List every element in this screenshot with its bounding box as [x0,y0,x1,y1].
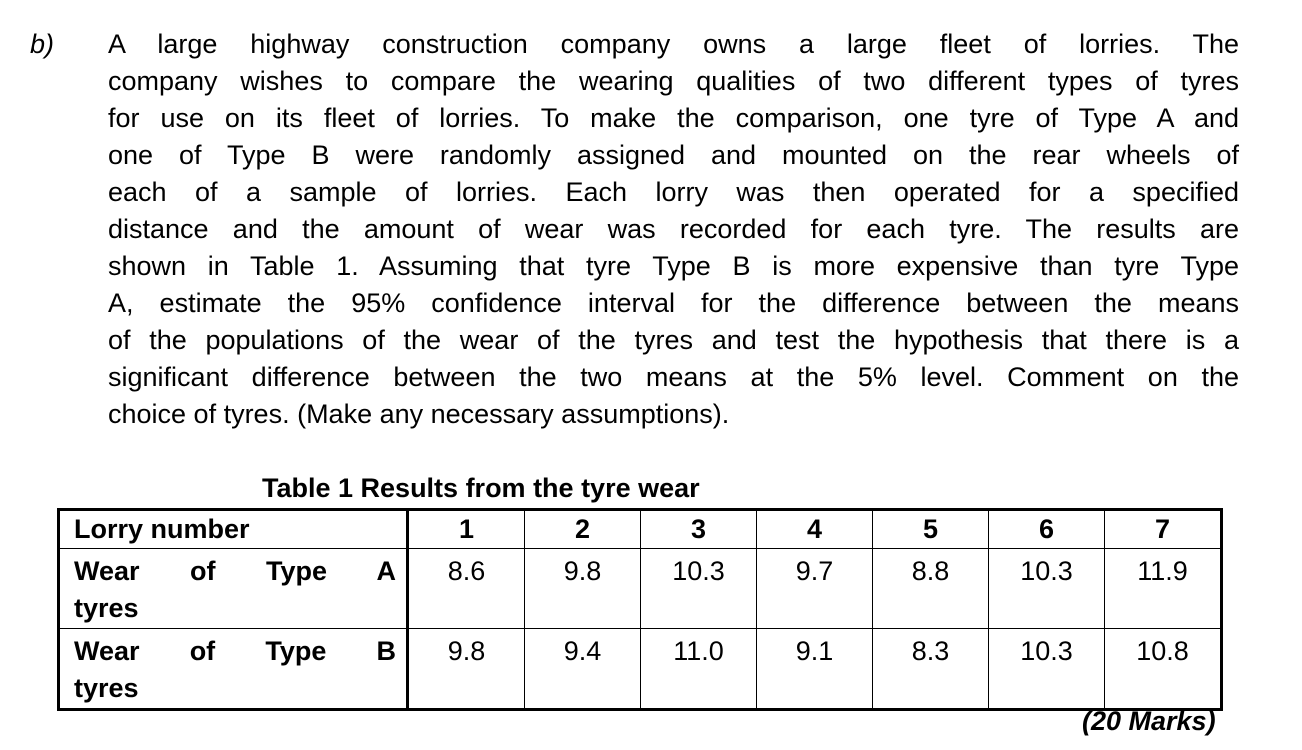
question-line: distance and the amount of wear was recorded for each tyre. The results are [108,214,1239,244]
lorry-number-cell: 4 [757,510,873,549]
wear-value-cell: 9.8 [408,629,525,710]
question-line: A large highway construction company owns a large fleet of lorries. The [108,29,1239,59]
row-label-line: tyres [74,673,139,703]
lorry-number-cell: 1 [408,510,525,549]
wear-value-cell: 11.0 [641,629,757,710]
question-line: company wishes to compare the wearing qualities of two different types of tyres [108,66,1239,96]
lorry-number-cell: 2 [525,510,641,549]
wear-value-cell: 9.1 [757,629,873,710]
lorry-number-cell: 3 [641,510,757,549]
marks-label: (20 Marks) [1082,706,1216,736]
lorry-number-header: Lorry number [59,510,408,549]
question-line: for use on its fleet of lorries. To make the comparison, one tyre of Type A and [108,103,1239,133]
table-row [59,549,1222,629]
table-row [59,629,1222,710]
wear-value-cell: 9.7 [757,549,873,629]
wear-value-cell: 11.9 [1105,549,1222,629]
table-header-row [59,510,1222,549]
question-line: shown in Table 1. Assuming that tyre Type B is more expensive than tyre Type [108,251,1239,281]
wear-value-cell: 9.4 [525,629,641,710]
row-label-type-b [59,629,408,710]
question-line: significant difference between the two means at the 5% level. Comment on the [108,362,1239,392]
question-label: b) [30,29,55,59]
question-line: of the populations of the wear of the tyres and test the hypothesis that there is a [108,325,1239,355]
table-caption: Table 1 Results from the tyre wear [262,473,700,503]
row-label-type-a [59,549,408,629]
row-label-line: Wear of Type B [74,636,396,666]
wear-value-cell: 8.6 [408,549,525,629]
wear-value-cell: 10.8 [1105,629,1222,710]
question-text [108,26,1239,433]
row-label-line: tyres [74,593,139,623]
row-label-line: Wear of Type A [74,556,396,586]
wear-value-cell: 10.3 [989,549,1105,629]
lorry-number-cell: 7 [1105,510,1222,549]
wear-value-cell: 10.3 [989,629,1105,710]
wear-value-cell: 8.8 [873,549,989,629]
wear-value-cell: 8.3 [873,629,989,710]
tyre-wear-table [57,508,1223,711]
question-line: choice of tyres. (Make any necessary assumptions). [108,399,730,429]
question-line: one of Type B were randomly assigned and mounted on the rear wheels of [108,140,1239,170]
lorry-number-cell: 5 [873,510,989,549]
question-line: A, estimate the 95% confidence interval for the difference between the means [108,288,1239,318]
wear-value-cell: 10.3 [641,549,757,629]
question-line: each of a sample of lorries. Each lorry was then operated for a specified [108,177,1239,207]
lorry-number-cell: 6 [989,510,1105,549]
wear-value-cell: 9.8 [525,549,641,629]
